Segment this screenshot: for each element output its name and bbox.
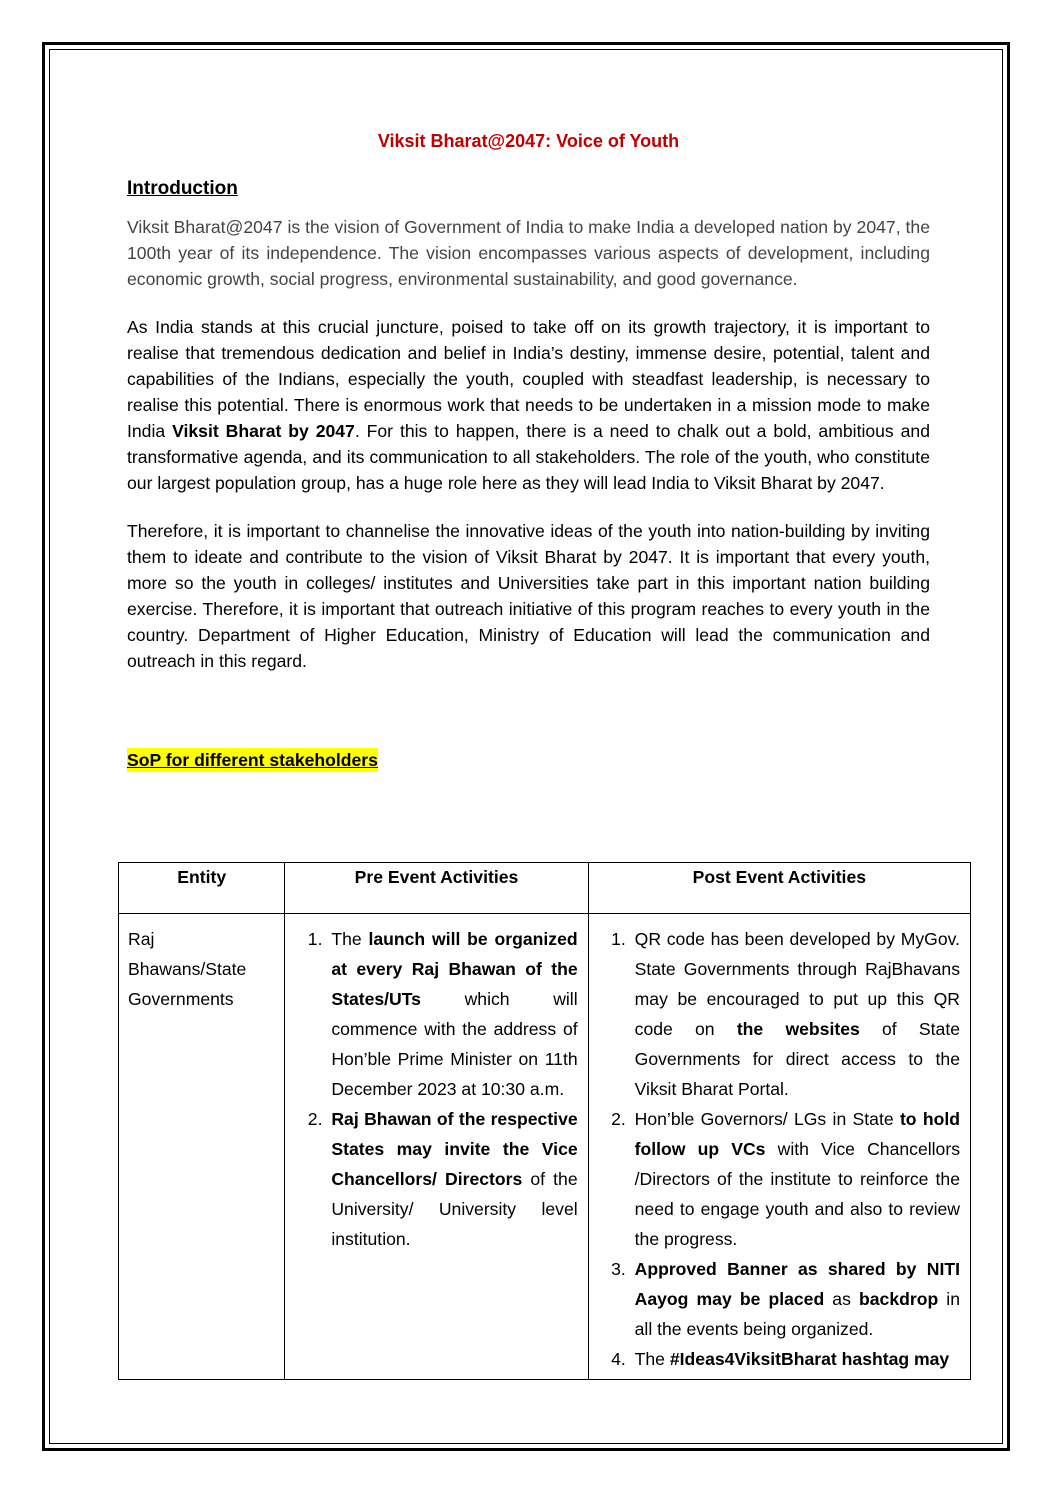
document-title: Viksit Bharat@2047: Voice of Youth bbox=[377, 131, 680, 151]
sop-heading: SoP for different stakeholders bbox=[127, 750, 378, 770]
pre-event-cell bbox=[285, 914, 588, 1380]
pre-1-text-a: The bbox=[331, 929, 369, 949]
post-1-text-a: QR code has been developed by MyGov. State Governments through RajBhavans may be encouraged to put up this QR code on bbox=[634, 929, 960, 1039]
post-1-text-c: of State Governments for direct access to the Viksit Bharat Portal. bbox=[634, 1019, 960, 1099]
post-1-text-bold: the websites bbox=[736, 1019, 860, 1039]
post-2-text-a: Hon’ble Governors/ LGs in State bbox=[634, 1109, 900, 1129]
post-3-text-bold-2: backdrop bbox=[859, 1289, 939, 1309]
table-row bbox=[119, 914, 971, 1380]
list-item bbox=[631, 924, 960, 1104]
intro-paragraph: Viksit Bharat@2047 is the vision of Government of India to make India a developed nation by 2047, the 100th year of its independence. The vision encompasses various aspects of development, including economic growth, social progress, environmental sustainability, and good governance. bbox=[127, 217, 930, 289]
list-item bbox=[327, 1104, 577, 1254]
table-header-row bbox=[119, 863, 971, 914]
sop-table bbox=[118, 862, 971, 1380]
context-text-a: As India stands at this crucial juncture, poised to take off on its growth trajectory, it is important to realise that tremendous dedication and belief in India’s destiny, immense desire, potential, talent and capabilities of the Indians, especially the youth, coupled with steadfast leadership, is necessary to realise this potential. There is enormous work that needs to be undertaken in a mission mode to make India bbox=[127, 317, 930, 441]
post-2-text-c: with Vice Chancellors /Directors of the institute to reinforce the need to engage youth and also to review the progress. bbox=[634, 1139, 960, 1249]
pre-2-text-c: of the University/ University level institution. bbox=[331, 1169, 578, 1249]
outreach-paragraph: Therefore, it is important to channelise the innovative ideas of the youth into nation-building by inviting them to ideate and contribute to the vision of Viksit Bharat by 2047. It is important that every youth, more so the youth in colleges/ institutes and Universities take part in this important nation building exercise. Therefore, it is important that outreach initiative of this program reaches to every youth in the country. Department of Higher Education, Ministry of Education will lead the communication and outreach in this regard. bbox=[127, 521, 930, 671]
post-3-text-c: as bbox=[824, 1289, 859, 1309]
context-text-bold: Viksit Bharat by 2047 bbox=[172, 421, 355, 441]
document-body bbox=[127, 128, 930, 772]
post-3-text-bold: Approved Banner as shared by NITI Aayog may be placed bbox=[634, 1259, 960, 1309]
post-event-cell bbox=[588, 914, 970, 1380]
entity-cell: Raj Bhawans/State Governments bbox=[119, 914, 285, 1380]
header-post-event: Post Event Activities bbox=[588, 863, 970, 914]
pre-1-text-bold: launch will be organized at every Raj Bhawan of the States/UTs bbox=[331, 929, 578, 1009]
post-3-text-e: in all the events being organized. bbox=[634, 1289, 960, 1339]
post-event-list bbox=[589, 914, 970, 1374]
list-item bbox=[631, 1344, 960, 1374]
list-item bbox=[631, 1254, 960, 1344]
list-item bbox=[327, 924, 577, 1104]
header-pre-event: Pre Event Activities bbox=[285, 863, 588, 914]
introduction-heading: Introduction bbox=[127, 178, 238, 199]
pre-2-text-bold: Raj Bhawan of the respective States may invite the Vice Chancellors/ Directors bbox=[331, 1109, 578, 1189]
post-4-text-a: The bbox=[634, 1349, 670, 1369]
post-2-text-bold: to hold follow up VCs bbox=[634, 1109, 961, 1159]
post-4-text-bold: #Ideas4ViksitBharat hashtag may bbox=[669, 1349, 950, 1369]
context-text-c: . For this to happen, there is a need to chalk out a bold, ambitious and transformative agenda, and its communication to all stakeholders. The role of the youth, who constitute our largest population group, has a huge role here as they will lead India to Viksit Bharat by 2047. bbox=[127, 421, 930, 493]
header-entity: Entity bbox=[119, 863, 285, 914]
pre-event-list bbox=[285, 914, 587, 1254]
list-item bbox=[631, 1104, 960, 1254]
pre-1-text-c: which will commence with the address of Hon’ble Prime Minister on 11th December 2023 at 10:30 a.m. bbox=[331, 989, 578, 1099]
context-paragraph bbox=[127, 314, 930, 496]
